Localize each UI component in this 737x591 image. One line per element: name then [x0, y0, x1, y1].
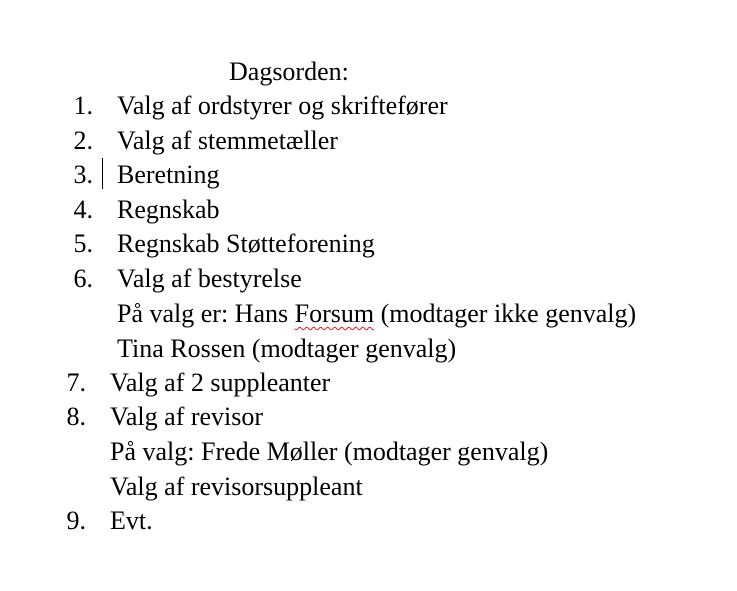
item6-prefix: På valg er: Hans	[117, 299, 295, 328]
list-number: 4.	[73, 195, 93, 224]
list-number: 2.	[73, 126, 93, 155]
list-number: 3.	[73, 160, 93, 189]
item6-candidate-line: Tina Rossen (modtager genvalg)	[117, 334, 457, 363]
list-item: Valg af bestyrelse	[117, 264, 302, 293]
list-number: 5.	[73, 229, 93, 258]
list-number: 6.	[73, 264, 93, 293]
list-item: Valg af ordstyrer og skriftefører	[117, 91, 448, 120]
item6-candidates-line	[117, 299, 636, 329]
item8-sub-line: Valg af revisorsuppleant	[110, 472, 363, 501]
list-item: Regnskab	[117, 195, 220, 224]
text-cursor	[102, 158, 103, 189]
list-item: Valg af revisor	[110, 402, 264, 431]
list-item: Valg af 2 suppleanter	[110, 368, 331, 397]
list-number: 7.	[66, 368, 86, 397]
agenda-title: Dagsorden:	[229, 57, 349, 86]
item6-suffix: (modtager ikke genvalg)	[374, 299, 637, 328]
item8-candidate-line: På valg: Frede Møller (modtager genvalg)	[110, 437, 549, 466]
list-number: 8.	[66, 402, 86, 431]
spellcheck-flagged-word[interactable]: Forsum	[294, 299, 375, 328]
list-item: Valg af stemmetæller	[117, 126, 338, 155]
list-item: Evt.	[110, 506, 153, 535]
list-number: 9.	[66, 506, 86, 535]
list-item: Regnskab Støtteforening	[117, 229, 375, 258]
list-item: Beretning	[117, 160, 220, 189]
list-number: 1.	[73, 91, 93, 120]
